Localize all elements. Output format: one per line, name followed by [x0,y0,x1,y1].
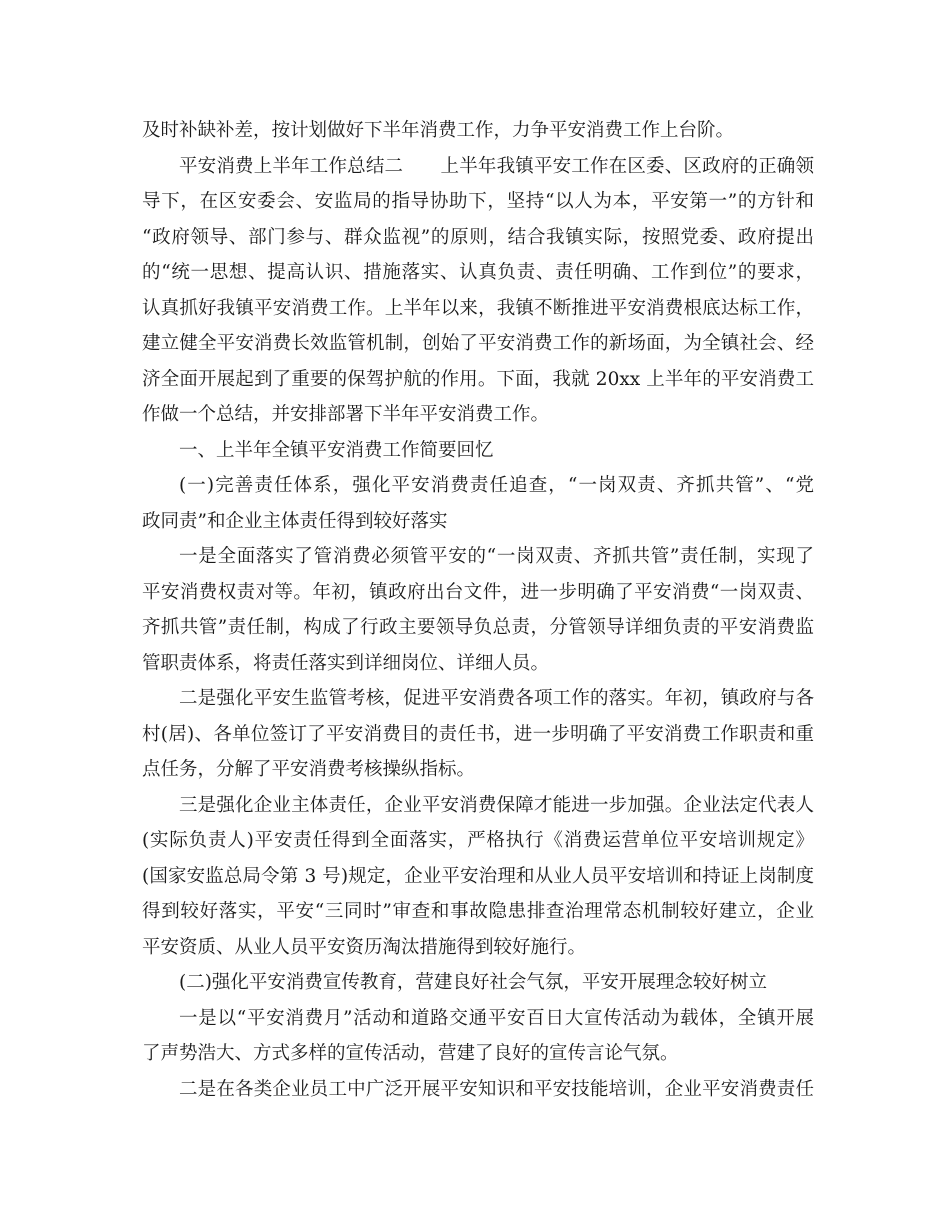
text-line: 齐抓共管”责任制，构成了行政主要领导负总责，分管领导详细负责的平安消费监 [142,617,814,638]
text-line: 管职责体系，将责任落实到详细岗位、详细人员。 [142,652,550,674]
text-line: 三是强化企业主体责任，企业平安消费保障才能进一步加强。企业法定代表人 [179,794,814,816]
section-heading: 一、上半年全镇平安消费工作简要回忆 [179,439,494,461]
text-line: (实际负责人)平安责任得到全面落实，严格执行《消费运营单位平安培训规定》 [142,830,814,851]
text-line: “政府领导、部门参与、群众监视”的原则，结合我镇实际，按照党委、政府提出 [142,226,814,248]
text-line: 导下，在区安委会、安监局的指导协助下，坚持“以人为本，平安第一”的方针和 [142,191,814,212]
document-body [142,113,814,1107]
text-line: 济全面开展起到了重要的保驾护航的作用。下面，我就 20xx 上半年的平安消费工 [142,368,814,390]
text-line: 二是在各类企业员工中广泛开展平安知识和平安技能培训，企业平安消费责任 [179,1078,814,1100]
text-line: 平安资质、从业人员平安资历淘汰措施得到较好施行。 [142,936,587,958]
text-line: 一是以“平安消费月”活动和道路交通平安百日大宣传活动为载体，全镇开展 [179,1007,814,1029]
text-line: 平安消费权责对等。年初，镇政府出台文件，进一步明确了平安消费“一岗双责、 [142,581,814,603]
text-line: 了声势浩大、方式多样的宣传活动，营建了良好的宣传言论气氛。 [142,1043,679,1064]
subsection-heading: 政同责”和企业主体责任得到较好落实 [142,510,448,532]
subsection-heading: (一)完善责任体系，强化平安消费责任追查，“一岗双责、齐抓共管”、“党 [179,475,814,496]
text-line: 点任务，分解了平安消费考核操纵指标。 [142,759,476,780]
subsection-heading: (二)强化平安消费宣传教育，营建良好社会气氛，平安开展理念较好树立 [179,972,767,993]
text-line: 得到较好落实，平安“三同时”审查和事故隐患排查治理常态机制较好建立，企业 [142,901,814,922]
text-line: 村(居)、各单位签订了平安消费目的责任书，进一步明确了平安消费工作职责和重 [142,723,814,745]
text-line: 的“统一思想、提高认识、措施落实、认真负责、责任明确、工作到位”的要求， [142,262,814,283]
text-line: 平安消费上半年工作总结二 上半年我镇平安工作在区委、区政府的正确领 [179,155,814,177]
text-line: (国家安监总局令第 3 号)规定，企业平安治理和从业人员平安培训和持证上岗制度 [142,865,814,887]
text-line: 二是强化平安生监管考核，促进平安消费各项工作的落实。年初，镇政府与各 [179,688,814,709]
text-line: 一是全面落实了管消费必须管平安的“一岗双责、齐抓共管”责任制，实现了 [179,546,814,567]
text-line: 认真抓好我镇平安消费工作。上半年以来，我镇不断推进平安消费根底达标工作， [142,297,814,319]
text-line: 建立健全平安消费长效监管机制，创始了平安消费工作的新场面，为全镇社会、经 [142,333,814,354]
text-line: 及时补缺补差，按计划做好下半年消费工作，力争平安消费工作上台阶。 [142,120,735,141]
text-line: 作做一个总结，并安排部署下半年平安消费工作。 [142,404,550,425]
